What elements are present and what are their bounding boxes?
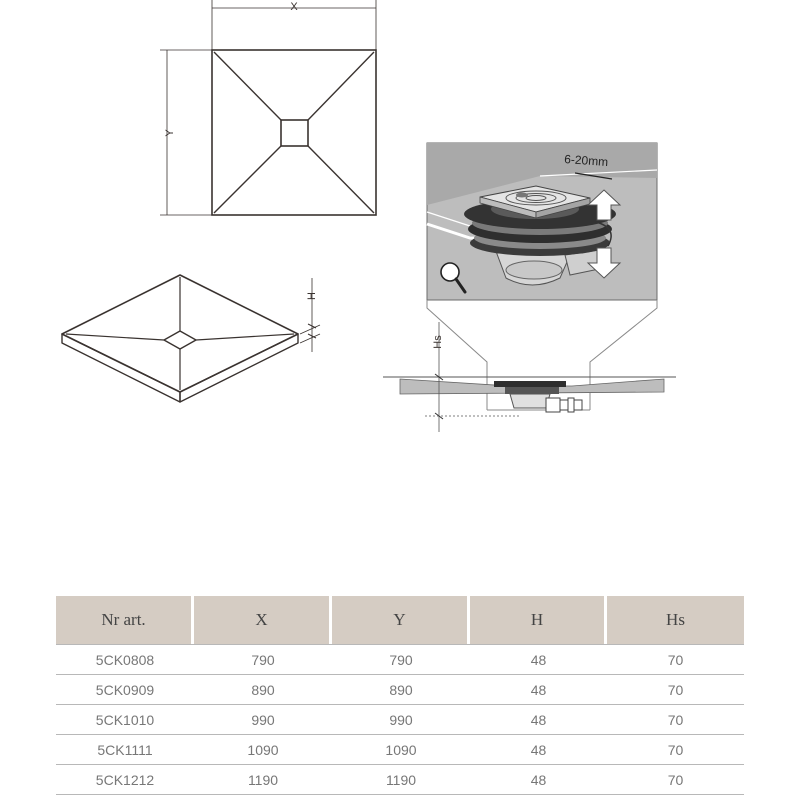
header-x: X <box>194 596 332 644</box>
table-row <box>56 675 744 705</box>
cell-nr-art: 5CK0909 <box>56 675 194 705</box>
cell-x: 790 <box>194 644 332 675</box>
cell-x: 890 <box>194 675 332 705</box>
h-dim-ext <box>300 325 320 334</box>
cell-x: 1190 <box>194 765 332 795</box>
cell-y: 1090 <box>332 735 470 765</box>
table-header-row <box>56 596 744 644</box>
cell-hs: 70 <box>607 675 744 705</box>
cell-nr-art: 5CK1212 <box>56 765 194 795</box>
spec-table <box>56 596 744 795</box>
cell-h: 48 <box>470 735 607 765</box>
cell-nr-art: 5CK1111 <box>56 735 194 765</box>
table-row <box>56 765 744 795</box>
isometric-view <box>62 275 320 402</box>
iso-slope-line <box>66 334 164 340</box>
cell-x: 990 <box>194 705 332 735</box>
zoom-funnel <box>590 300 657 410</box>
table-row <box>56 705 744 735</box>
cell-h: 48 <box>470 644 607 675</box>
section-drain-top <box>494 381 566 387</box>
section-drain-body <box>510 394 550 408</box>
cell-x: 1090 <box>194 735 332 765</box>
range-label: 6-20mm <box>563 152 609 170</box>
slope-line <box>308 52 374 120</box>
cell-nr-art: 5CK0808 <box>56 644 194 675</box>
iso-slope-line <box>196 334 294 340</box>
grate-hub <box>516 193 528 198</box>
cell-h: 48 <box>470 705 607 735</box>
header-y: Y <box>332 596 470 644</box>
y-dim-label: Y <box>164 129 176 137</box>
cell-y: 890 <box>332 675 470 705</box>
table-row <box>56 644 744 675</box>
cell-hs: 70 <box>607 735 744 765</box>
hs-dim-label: Hs <box>432 335 444 349</box>
cell-y: 1190 <box>332 765 470 795</box>
section-view <box>383 322 676 432</box>
cell-hs: 70 <box>607 765 744 795</box>
tray-front-left-face <box>62 334 180 402</box>
cell-y: 790 <box>332 644 470 675</box>
cell-h: 48 <box>470 765 607 795</box>
x-dim-label: X <box>290 1 298 13</box>
header-nr-art: Nr art. <box>56 596 194 644</box>
plan-view <box>160 0 376 215</box>
slope-line <box>214 52 281 120</box>
h-dim-label: H <box>306 292 318 300</box>
slope-line <box>214 146 281 213</box>
slope-line <box>308 146 374 213</box>
drain-body-ring <box>506 261 562 279</box>
iso-drain <box>164 331 196 349</box>
cell-h: 48 <box>470 675 607 705</box>
cell-hs: 70 <box>607 705 744 735</box>
drain-square <box>281 120 308 146</box>
cell-hs: 70 <box>607 644 744 675</box>
section-outlet <box>546 398 582 412</box>
cell-nr-art: 5CK1010 <box>56 705 194 735</box>
header-hs: Hs <box>607 596 744 644</box>
tray-front-right-face <box>180 334 298 402</box>
cell-y: 990 <box>332 705 470 735</box>
drain-detail <box>427 143 657 300</box>
section-drain-collar <box>505 387 559 394</box>
table-row <box>56 735 744 765</box>
header-h: H <box>470 596 607 644</box>
